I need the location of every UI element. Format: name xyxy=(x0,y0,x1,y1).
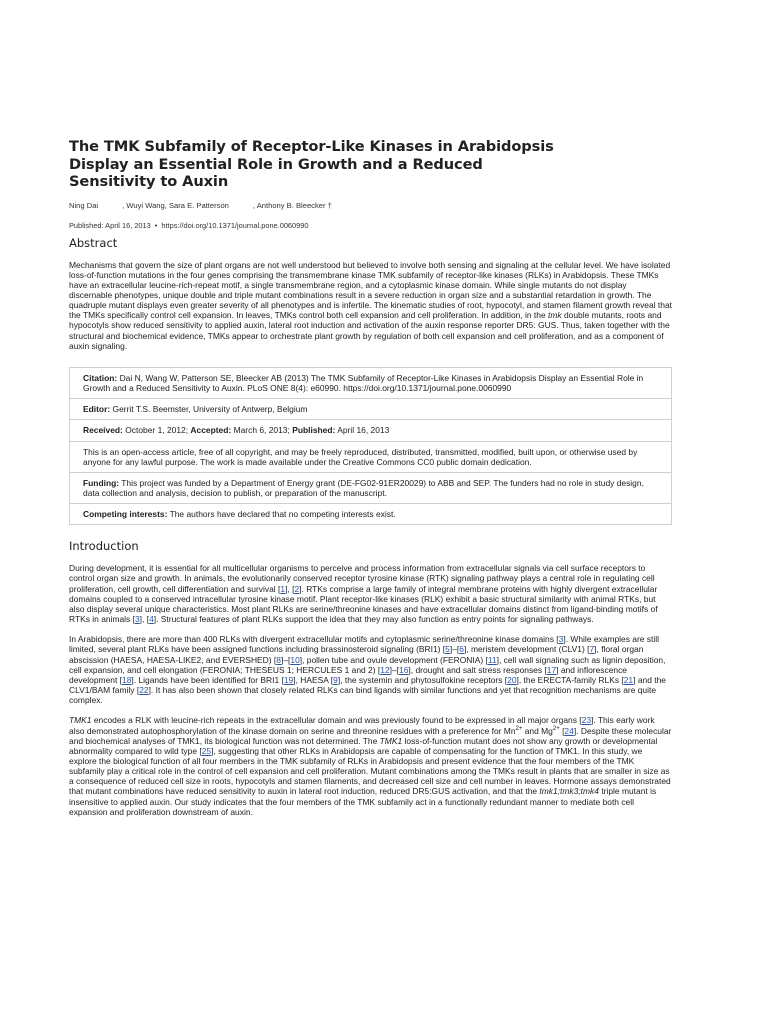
reference-link[interactable]: 3 xyxy=(558,634,564,645)
title-line-2: Display an Essential Role in Growth and a Reduced xyxy=(69,155,483,173)
author-link[interactable]: , Anthony B. Bleecker † xyxy=(252,200,332,210)
introduction-heading: Introduction xyxy=(69,539,139,554)
reference-link[interactable]: 24 xyxy=(564,725,574,736)
reference-link[interactable]: 3 xyxy=(134,614,140,625)
article-info-box xyxy=(69,367,672,525)
reference-link[interactable]: 2 xyxy=(294,583,300,594)
dates-row: Received: October 1, 2012; Accepted: March 6, 2013; Published: April 16, 2013 xyxy=(70,420,671,441)
citation-row: Citation: Dai N, Wang W, Patterson SE, Bleecker AB (2013) The TMK Subfamily of Receptor-Like Kinases in Arabidopsis Display an Essential Role in Growth and a Reduced Sensitivity to Auxin. PLoS ONE 8(4): e60990. https://doi.org/10.1371/journal.pone.0060990 xyxy=(70,368,671,399)
competing-interests-row: Competing interests: The authors have declared that no competing interests exist. xyxy=(83,509,396,520)
reference-link[interactable]: 9 xyxy=(333,674,338,685)
reference-link[interactable]: 16 xyxy=(399,664,409,675)
abstract-paragraph: Mechanisms that govern the size of plant organs are not well understood but believed to involve both sensing and signaling at the cellular level. We have isolated loss-of-function mutations in the four genes comprising the transmembrane kinase TMK subfamily of receptor-like kinases (RLKs) in Arabidopsis. These TMKs have an extracellular leucine-rich-repeat motif, a single transmembrane region, and a cytoplasmic kinase domain. While single mutants do not display discernable phenotypes, unique double and triple mutant combinations result in a severe reduction in organ size and a substantial retardation in growth. The quadruple mutant displays even greater severity of all phenotypes and is infertile. The kinematic studies of root, hypocotyl, and stamen filament growth reveal that the TMKs specifically control cell expansion. In leaves, TMKs control both cell expansion and cell proliferation. In addition, in the tmk double mutants, roots and hypocotyls show reduced sensitivity to applied auxin, lateral root induction and activation of the auxin response reporter DR5: GUS. Thus, taken together with the structural and biochemical evidence, TMKs appear to orchestrate plant growth by regulation of both cell expansion and cell proliferation, and as a component of auxin signaling. xyxy=(69,259,672,351)
publication-line xyxy=(69,221,672,230)
reference-link[interactable]: 10 xyxy=(290,654,300,665)
intro-paragraph-2: In Arabidopsis, there are more than 400 RLKs with divergent extracellular motifs and cytoplasmic serine/threonine kinase domains [3]. While examples are still limited, several plant RLKs have been assigned functions including brassinosteroid signaling (BRI1) [5]–[6], meristem development (CLV1) [7], floral organ abscission (HAESA, HAESA-LIKE2, and EVERSHED) [8]–[10], pollen tube and ovule development (FERONIA) [11], cell wall signaling such as lignin deposition, cell expansion, and cell elongation (FERONIA; THESEUS 1; HERCULES 1 and 2) [12]–[16], drought and salt stress responses [17] and inflorescence development [18]. Ligands have been identified for BRI1 [19], HAESA [9], the systemin and phytosulfokine receptors [20], the ERECTA-family RLKs [21] and the CLV1/BAM family [22]. It has also been shown that closely related RLKs can bind ligands with similar functions and yet that recognition mechanisms are quite complex. xyxy=(69,634,666,706)
reference-link[interactable]: 1 xyxy=(280,583,286,594)
author-list xyxy=(69,201,672,210)
reference-link[interactable]: 8 xyxy=(276,654,281,665)
reference-link[interactable]: 12 xyxy=(380,664,390,675)
article-title xyxy=(69,138,672,191)
intro-paragraph-1: During development, it is essential for all multicellular organisms to perceive and process information from extracellular signals via cell surface receptors to control organ size and growth. In animals, the evolutionarily conserved receptor tyrosine kinase (RTK) signaling pathway plays a central role in regulating cell proliferation, cell growth, cell differentiation and survival [1], [2]. RTKs comprise a large family of integral membrane proteins with highly divergent extracellular domains coupled to a conserved intracellular tyrosine kinase motif. Plant receptor-like kinases (RLK) exhibit a basic structural similarity with animal RTKs, but also display several unique characteristics. Most plant RLKs are serine/threonine kinases and have extracellular domains distinct from ligand-binding motifs of RTKs in animals [3], [4]. Structural features of plant RLKs support the idea that they may also function as entry points for signaling pathways. xyxy=(69,563,658,625)
funding-row: Funding: This project was funded by a Department of Energy grant (DE-FG02-91ER20029) to ABB and SEP. The funders had no role in study design, data collection and analysis, decision to publish, or preparation of the manuscript. xyxy=(70,473,671,504)
published-date: Published: April 16, 2013 xyxy=(69,220,151,230)
reference-link[interactable]: 19 xyxy=(283,674,294,685)
reference-link[interactable]: 11 xyxy=(487,654,497,665)
reference-link[interactable]: 21 xyxy=(623,674,634,685)
author-link[interactable]: Ning Dai xyxy=(69,200,99,210)
reference-link[interactable]: 20 xyxy=(507,674,517,685)
editor-row: Editor: Gerrit T.S. Beemster, University of Antwerp, Belgium xyxy=(70,399,671,420)
reference-link[interactable]: 6 xyxy=(459,644,464,655)
reference-link[interactable]: 23 xyxy=(581,715,592,726)
reference-link[interactable]: 25 xyxy=(201,745,212,756)
reference-link[interactable]: 5 xyxy=(445,644,450,655)
abstract-heading: Abstract xyxy=(69,235,118,250)
reference-link[interactable]: 17 xyxy=(546,664,557,675)
reference-link[interactable]: 18 xyxy=(122,674,132,685)
reference-link[interactable]: 22 xyxy=(139,685,149,696)
title-line-3: Sensitivity to Auxin xyxy=(69,173,229,190)
separator: • xyxy=(154,220,158,230)
reference-link[interactable]: 7 xyxy=(589,644,595,655)
article xyxy=(69,138,672,817)
title-line-1: The TMK Subfamily of Receptor-Like Kinases in Arabidopsis xyxy=(69,138,554,155)
intro-paragraph-3: TMK1 encodes a RLK with leucine-rich repeats in the extracellular domain and was previously found to be expressed in all major organs [23]. This early work also demonstrated autophosphorylation of the kinase domain on serine and threonine residues with a preference for $Mn^{2+}$ and $Mg^{2+}$ [24]. Despite these molecular and biochemical analyses of TMK1, its biological function was not determined. The TMK1 loss-of-function mutant does not show any growth or developmental abnormality compared to wild type [25], suggesting that other RLKs in Arabidopsis are capable of compensating for the function of TMK1. In this study, we explore the biological function of all four members in the TMK subfamily of RLKs in Arabidopsis and present evidence that the four members of the TMK subfamily play a critical role in the control of cell expansion and cell proliferation. Mutant combinations among the TMKs result in plants that are smaller in size as a consequence of reduced cell size in roots, hypocotyls and stamen filaments, and decreased cell size and cell number in leaves. Hormone assays demonstrated that mutant combinations have reduced sensitivity to auxin in lateral root induction, reduced DR5:GUS activation, and that the tmk1;tmk3;tmk4 triple mutant is insensitive to applied auxin. Our study indicates that the four members of the TMK subfamily act in a functionally redundant manner to mediate both cell expansion and proliferation downstream of auxin. xyxy=(69,715,672,817)
author-link[interactable]: , Wuyi Wang, Sara E. Patterson xyxy=(122,200,229,210)
doi-link[interactable]: https://doi.org/10.1371/journal.pone.0060990 xyxy=(161,220,309,230)
license-row: This is an open-access article, free of all copyright, and may be freely reproduced, distributed, transmitted, modified, built upon, or otherwise used by anyone for any lawful purpose. The work is made available under the Creative Commons CC0 public domain dedication. xyxy=(70,442,671,473)
reference-link[interactable]: 4 xyxy=(149,614,154,625)
